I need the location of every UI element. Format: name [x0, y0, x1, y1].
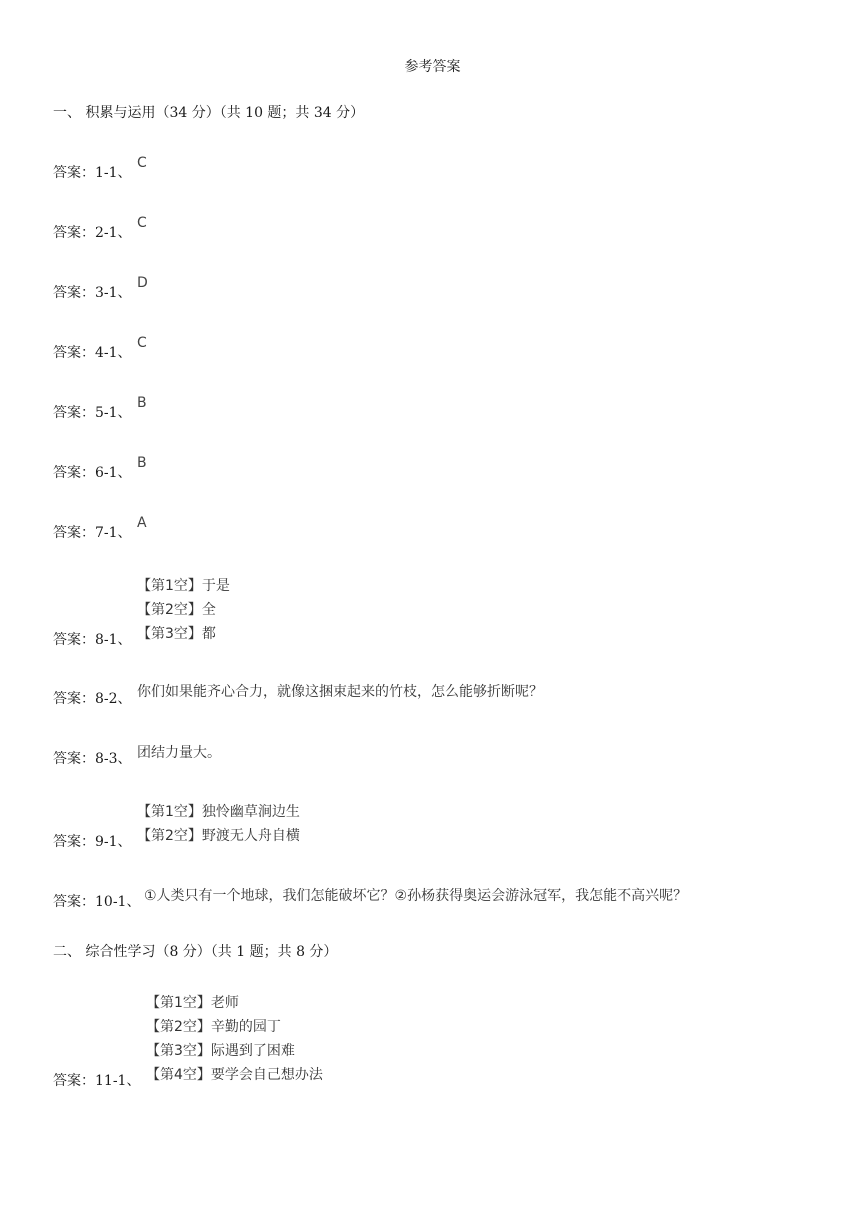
answer-label-1-1: 答案：1-1、: [53, 165, 132, 181]
answer-label-9-1: 答案：9-1、: [53, 834, 132, 850]
answer-value-7-1: A: [137, 515, 147, 531]
answer-value-2-1: C: [137, 215, 147, 231]
answer-label-8-3: 答案：8-3、: [53, 751, 132, 767]
answer-value-9-1-blank-1: 【第1空】独怜幽草涧边生: [137, 804, 300, 820]
answer-value-11-1-blank-4: 【第4空】要学会自己想办法: [146, 1067, 323, 1083]
answer-label-3-1: 答案：3-1、: [53, 285, 132, 301]
page-title: 参考答案: [404, 59, 461, 75]
answer-label-2-1: 答案：2-1、: [53, 225, 132, 241]
answer-value-10-1: ①人类只有一个地球，我们怎能破坏它？②孙杨获得奥运会游泳冠军，我怎能不高兴呢？: [144, 888, 688, 904]
answer-label-6-1: 答案：6-1、: [53, 465, 132, 481]
answer-value-8-1-blank-2: 【第2空】全: [137, 602, 216, 618]
answer-value-4-1: C: [137, 335, 147, 351]
answer-label-8-1: 答案：8-1、: [53, 632, 132, 648]
answer-value-6-1: B: [137, 455, 147, 471]
answer-value-8-1-blank-1: 【第1空】于是: [137, 578, 230, 594]
answer-label-11-1: 答案：11-1、: [53, 1073, 141, 1089]
answer-value-9-1-blank-2: 【第2空】野渡无人舟自横: [137, 828, 300, 844]
answer-value-11-1-blank-1: 【第1空】老师: [146, 995, 239, 1011]
answer-value-8-3: 团结力量大。: [137, 745, 221, 761]
answer-value-3-1: D: [137, 275, 148, 291]
answer-value-11-1-blank-2: 【第2空】辛勤的园丁: [146, 1019, 281, 1035]
section-heading-1: 一、 积累与运用（34 分）（共 10 题；共 34 分）: [53, 105, 365, 121]
answer-value-1-1: C: [137, 155, 147, 171]
answer-value-5-1: B: [137, 395, 147, 411]
answer-value-11-1-blank-3: 【第3空】际遇到了困难: [146, 1043, 295, 1059]
section-heading-2: 二、 综合性学习（8 分）（共 1 题；共 8 分）: [53, 944, 338, 960]
answer-label-5-1: 答案：5-1、: [53, 405, 132, 421]
answer-label-7-1: 答案：7-1、: [53, 525, 132, 541]
answer-label-10-1: 答案：10-1、: [53, 894, 141, 910]
answer-value-8-1-blank-3: 【第3空】都: [137, 626, 216, 642]
answer-label-8-2: 答案：8-2、: [53, 691, 132, 707]
answer-value-8-2: 你们如果能齐心合力，就像这捆束起来的竹枝，怎么能够折断呢？: [137, 684, 543, 700]
answer-label-4-1: 答案：4-1、: [53, 345, 132, 361]
